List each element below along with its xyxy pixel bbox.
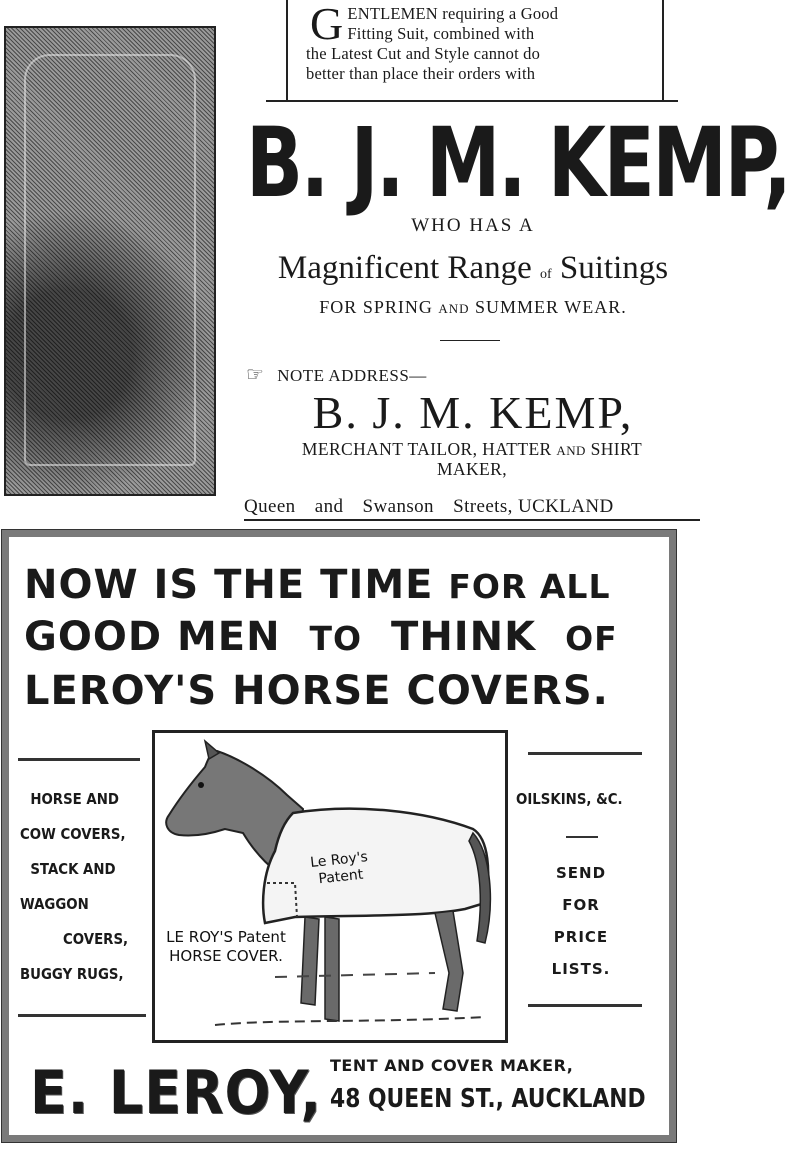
intro-line-3: the Latest Cut and Style cannot do (306, 44, 541, 63)
address-part-1: Queen (244, 496, 296, 517)
headline-2-small-b: OF (565, 619, 618, 658)
trade-part-1: MERCHANT TAILOR, HATTER (301, 439, 552, 459)
blanket-label: Le Roy's Patent (309, 849, 369, 888)
headline-2 (24, 612, 644, 662)
address-part-5: UCKLAND (517, 496, 614, 517)
address-part-4: Streets, (453, 496, 513, 517)
right-item: FOR (562, 896, 600, 914)
headline-1-small: FOR ALL (448, 567, 611, 606)
horse-cover-caption: LE ROY'S Patent HORSE COVER. (166, 928, 286, 965)
headline-1-big: NOW IS THE TIME (24, 562, 434, 608)
divider-rule (440, 340, 500, 341)
pointing-hand-icon: ☞ (246, 364, 265, 386)
right-item: PRICE (553, 928, 609, 946)
kemp-name-repeat: B. J. M. KEMP, (312, 387, 634, 438)
kemp-intro-box (286, 0, 664, 100)
trade-part-2: SHIRT (590, 439, 643, 459)
trade-line-2: MAKER, (437, 459, 507, 479)
horse-front-leg-1 (301, 917, 319, 1005)
illustration-frame (24, 54, 196, 466)
intro-line-1: ENTLEMEN requiring a Good (347, 4, 559, 23)
horse-front-leg-2 (325, 917, 339, 1021)
left-product-list (20, 782, 170, 992)
horse-eye (198, 782, 204, 788)
halftone-illustration (4, 26, 216, 496)
right-top-rule (528, 752, 642, 755)
intro-dropcap: G (310, 0, 344, 49)
range-part-1: Magnificent Range (277, 250, 532, 286)
left-item: COVERS, (63, 930, 129, 948)
right-item: LISTS. (551, 960, 611, 978)
ground-shadow (275, 973, 435, 977)
kemp-underline (244, 519, 700, 521)
headline-1 (24, 560, 644, 610)
address-part-2: and (314, 496, 344, 517)
left-item: COW COVERS, (20, 825, 126, 843)
headline-2-big: GOOD MEN (24, 614, 281, 660)
who-has-line: WHO HAS A (411, 215, 535, 236)
left-item: WAGGON (20, 895, 89, 913)
leroy-name: E. LEROY, (30, 1058, 322, 1128)
right-item: SEND (555, 864, 607, 882)
address-part-3: Swanson (362, 496, 434, 517)
range-of: of (539, 267, 552, 282)
left-item: HORSE AND (30, 790, 119, 808)
left-item: STACK AND (30, 860, 116, 878)
note-label: NOTE ADDRESS— (277, 366, 427, 385)
leroy-address: 48 QUEEN ST., AUCKLAND (330, 1084, 646, 1114)
season-part-2: SUMMER WEAR. (475, 297, 627, 317)
left-item: BUGGY RUGS, (20, 965, 124, 983)
left-bottom-rule (18, 1014, 146, 1017)
intro-rule (266, 100, 678, 102)
range-line (246, 246, 700, 297)
trade-and: AND (556, 443, 586, 458)
headline-3: LEROY'S HORSE COVERS. (24, 668, 609, 714)
headline-2-small: TO (309, 619, 363, 658)
leroy-trade: TENT AND COVER MAKER, (330, 1056, 574, 1075)
ground-line (215, 1017, 485, 1025)
season-line (246, 297, 700, 318)
intro-line-4: better than place their orders with (306, 64, 536, 83)
season-and: AND (438, 301, 470, 316)
horse-hind-leg-1 (435, 911, 463, 1011)
kemp-name-heading: B. J. M. KEMP, (246, 107, 790, 219)
oilskins-label: OILSKINS, &C. (516, 790, 623, 808)
trade-line-1 (244, 440, 700, 460)
left-top-rule (18, 758, 140, 761)
right-send-list (526, 857, 636, 985)
kemp-address (244, 496, 700, 518)
range-part-2: Suitings (559, 250, 669, 286)
right-short-rule (566, 836, 598, 838)
right-bottom-rule (528, 1004, 642, 1007)
intro-line-2: Fitting Suit, combined with (347, 24, 535, 43)
headline-2-big-b: THINK (391, 614, 537, 660)
note-address-line (246, 362, 427, 387)
kemp-trade (244, 440, 700, 479)
season-part-1: FOR SPRING (319, 297, 433, 317)
